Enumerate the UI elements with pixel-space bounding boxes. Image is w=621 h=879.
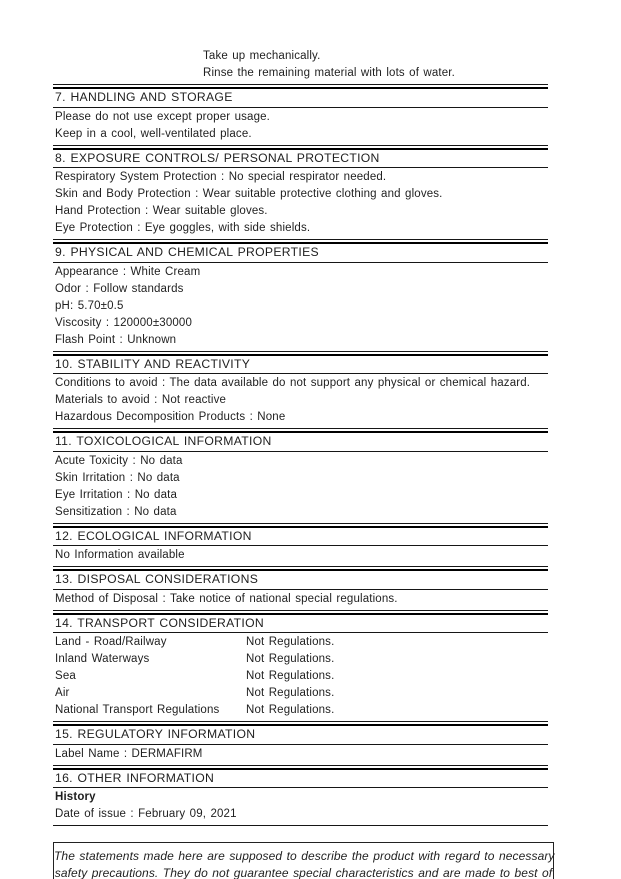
disclaimer-box bbox=[53, 842, 554, 879]
section-line: Method of Disposal : Take notice of national special regulations. bbox=[55, 592, 398, 605]
section-content bbox=[53, 745, 548, 766]
transport-row bbox=[53, 702, 548, 719]
transport-regulation-value: Not Regulations. bbox=[246, 636, 335, 648]
transport-mode-label: Inland Waterways bbox=[55, 653, 150, 665]
section-line: Hand Protection : Wear suitable gloves. bbox=[55, 205, 268, 217]
section-8 bbox=[53, 148, 548, 241]
section-content bbox=[53, 108, 548, 146]
section-line: Viscosity : 120000±30000 bbox=[55, 316, 193, 329]
section-line: Conditions to avoid : The data available do not support any physical or chemical hazard. bbox=[55, 377, 531, 389]
section-title: 7. HANDLING AND STORAGE bbox=[53, 87, 548, 108]
section-title: 13. DISPOSAL CONSIDERATIONS bbox=[53, 569, 548, 590]
section-title: 8. EXPOSURE CONTROLS/ PERSONAL PROTECTION bbox=[53, 148, 548, 169]
section-title: 9. PHYSICAL AND CHEMICAL PROPERTIES bbox=[53, 242, 548, 263]
section-line: Flash Point : Unknown bbox=[55, 333, 177, 346]
section-16 bbox=[53, 768, 548, 827]
section-line: Please do not use except proper usage. bbox=[55, 110, 271, 123]
section-content bbox=[53, 788, 548, 826]
section-line: Sensitization : No data bbox=[55, 505, 177, 518]
transport-row bbox=[53, 651, 548, 668]
section-line: Materials to avoid : Not reactive bbox=[55, 394, 227, 406]
section-line: Date of issue : February 09, 2021 bbox=[55, 808, 237, 820]
continuation-line: Take up mechanically. bbox=[203, 50, 321, 62]
section-title: 14. TRANSPORT CONSIDERATION bbox=[53, 613, 548, 634]
section-line: pH: 5.70±0.5 bbox=[55, 299, 124, 312]
section-content bbox=[53, 263, 548, 352]
transport-regulation-value: Not Regulations. bbox=[246, 670, 335, 682]
section-line: Hazardous Decomposition Products : None bbox=[55, 411, 286, 423]
transport-regulation-value: Not Regulations. bbox=[246, 653, 335, 665]
section-content bbox=[53, 168, 548, 240]
section-line: Odor : Follow standards bbox=[55, 282, 184, 295]
section-title: 16. OTHER INFORMATION bbox=[53, 768, 548, 789]
transport-mode-label: Sea bbox=[55, 670, 76, 682]
section-title: 15. REGULATORY INFORMATION bbox=[53, 724, 548, 745]
section-line: History bbox=[55, 791, 96, 803]
section-7 bbox=[53, 87, 548, 146]
disclaimer-text-line: The statements made here are supposed to describe the product with regard to necessary bbox=[54, 849, 555, 863]
transport-regulation-value: Not Regulations. bbox=[246, 687, 335, 699]
section-line: No Information available bbox=[55, 549, 185, 561]
section-content bbox=[53, 374, 548, 429]
continuation-block bbox=[53, 48, 548, 85]
section-10 bbox=[53, 354, 548, 430]
section-line: Skin Irritation : No data bbox=[55, 471, 180, 484]
transport-row bbox=[53, 685, 548, 702]
section-line: Respiratory System Protection : No special respirator needed. bbox=[55, 171, 387, 183]
section-content bbox=[53, 546, 548, 567]
document-content bbox=[53, 48, 555, 879]
section-title: 10. STABILITY AND REACTIVITY bbox=[53, 354, 548, 375]
section-9 bbox=[53, 242, 548, 352]
section-14 bbox=[53, 613, 548, 723]
continuation-line: Rinse the remaining material with lots of water. bbox=[203, 67, 455, 79]
sections-container bbox=[53, 87, 548, 826]
section-title: 12. ECOLOGICAL INFORMATION bbox=[53, 526, 548, 547]
transport-regulation-value: Not Regulations. bbox=[246, 704, 335, 716]
transport-mode-label: Air bbox=[55, 687, 70, 699]
transport-row bbox=[53, 634, 548, 651]
section-13 bbox=[53, 569, 548, 611]
section-content bbox=[53, 590, 548, 611]
section-line: Eye Irritation : No data bbox=[55, 488, 178, 501]
disclaimer-text-line: safety precautions. They do not guarantee special characteristics and are made to best of bbox=[54, 866, 553, 879]
section-15 bbox=[53, 724, 548, 766]
section-line: Keep in a cool, well-ventilated place. bbox=[55, 127, 252, 140]
section-title: 11. TOXICOLOGICAL INFORMATION bbox=[53, 431, 548, 452]
section-line: Appearance : White Cream bbox=[55, 265, 201, 278]
section-line: Acute Toxicity : No data bbox=[55, 454, 183, 467]
section-line: Skin and Body Protection : Wear suitable protective clothing and gloves. bbox=[55, 188, 443, 200]
section-11 bbox=[53, 431, 548, 524]
section-content bbox=[53, 452, 548, 524]
transport-row bbox=[53, 668, 548, 685]
transport-mode-label: Land - Road/Railway bbox=[55, 636, 167, 648]
section-line: Label Name : DERMAFIRM bbox=[55, 747, 203, 760]
transport-mode-label: National Transport Regulations bbox=[55, 704, 220, 716]
section-12 bbox=[53, 526, 548, 568]
section-content bbox=[53, 633, 548, 722]
section-line: Eye Protection : Eye goggles, with side shields. bbox=[55, 222, 311, 234]
